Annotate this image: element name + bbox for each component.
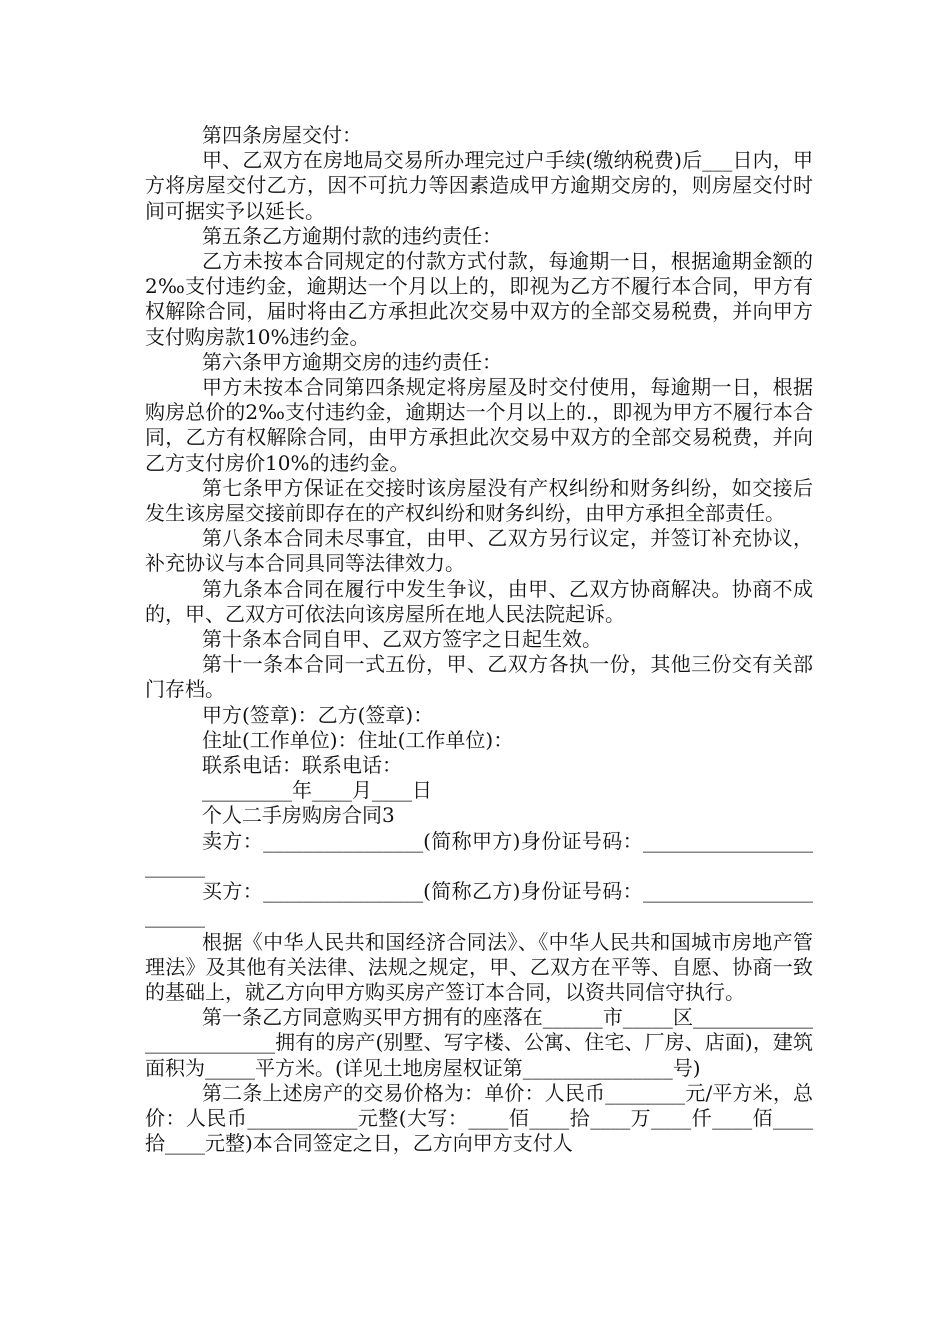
article-5-text: 乙方未按本合同规定的付款方式付款，每逾期一日，根据逾期金额的2‰支付违约金，逾期达一个月以上的，即视为乙方不履行本合同，甲方有权解除合同，届时将由乙方承担此次交易中双方的全部交易税费，并向甲方支付购房款10%违约金。 bbox=[145, 249, 813, 349]
buyer-line: 买方：________________(简称乙方)身份证号码：_______________________ bbox=[145, 879, 813, 929]
contract-3-title: 个人二手房购房合同3 bbox=[202, 803, 395, 828]
address-line: 住址(工作单位)：住址(工作单位)： bbox=[202, 727, 514, 752]
article-5-heading: 第五条乙方逾期付款的违约责任： bbox=[202, 223, 502, 248]
phone-line: 联系电话：联系电话： bbox=[202, 753, 402, 778]
preamble-text: 根据《中华人民共和国经济合同法》、《中华人民共和国城市房地产管理法》及其他有关法律、法规之规定，甲、乙双方在平等、自愿、协商一致的基础上，就乙方向甲方购买房产签订本合同，以资共同信守执行。 bbox=[145, 929, 813, 1004]
signature-line: 甲方(签章)：乙方(签章)： bbox=[202, 702, 434, 727]
article-7-text: 第七条甲方保证在交接时该房屋没有产权纠纷和财务纠纷，如交接后发生该房屋交接前即存在的产权纠纷和财务纠纷，由甲方承担全部责任。 bbox=[145, 475, 813, 526]
seller-line: 卖方：________________(简称甲方)身份证号码：_______________________ bbox=[145, 828, 813, 878]
article-2-text: 第二条上述房产的交易价格为：单价：人民币________元/平方米，总价：人民币___________元整(大写：____佰____拾____万____仟____佰____拾____元整)本合同签定之日，乙方向甲方支付人 bbox=[145, 1080, 813, 1156]
date-line: _________年____月____日 bbox=[202, 778, 432, 803]
document-body bbox=[145, 123, 813, 1156]
article-4-heading: 第四条房屋交付： bbox=[202, 123, 362, 147]
article-4-text: 甲、乙双方在房地局交易所办理完过户手续(缴纳税费)后___日内，甲方将房屋交付乙方，因不可抗力等因素造成甲方逾期交房的，则房屋交付时间可据实予以延长。 bbox=[145, 148, 813, 223]
article-9-text: 第九条本合同在履行中发生争议，由甲、乙双方协商解决。协商不成的，甲、乙双方可依法向该房屋所在地人民法院起诉。 bbox=[145, 576, 813, 626]
article-8-text: 第八条本合同未尽事宜，由甲、乙双方另行议定，并签订补充协议，补充协议与本合同具同等法律效力。 bbox=[145, 526, 813, 576]
article-6-heading: 第六条甲方逾期交房的违约责任： bbox=[202, 349, 502, 374]
article-6-text: 甲方未按本合同第四条规定将房屋及时交付使用，每逾期一日，根据购房总价的2‰支付违约金，逾期达一个月以上的.，即视为甲方不履行本合同，乙方有权解除合同，由甲方承担此次交易中双方的全部交易税费，并向乙方支付房价10%的违约金。 bbox=[145, 375, 813, 475]
article-1-text: 第一条乙方同意购买甲方拥有的座落在______市_____区_________________________拥有的房产(别墅、写字楼、公寓、住宅、厂房、店面)，建筑面积为_____平方米。(详见土地房屋权证第_______________号) bbox=[145, 1005, 813, 1080]
article-10-text: 第十条本合同自甲、乙双方签字之日起生效。 bbox=[202, 627, 602, 652]
article-11-text: 第十一条本合同一式五份，甲、乙双方各执一份，其他三份交有关部门存档。 bbox=[145, 652, 813, 702]
